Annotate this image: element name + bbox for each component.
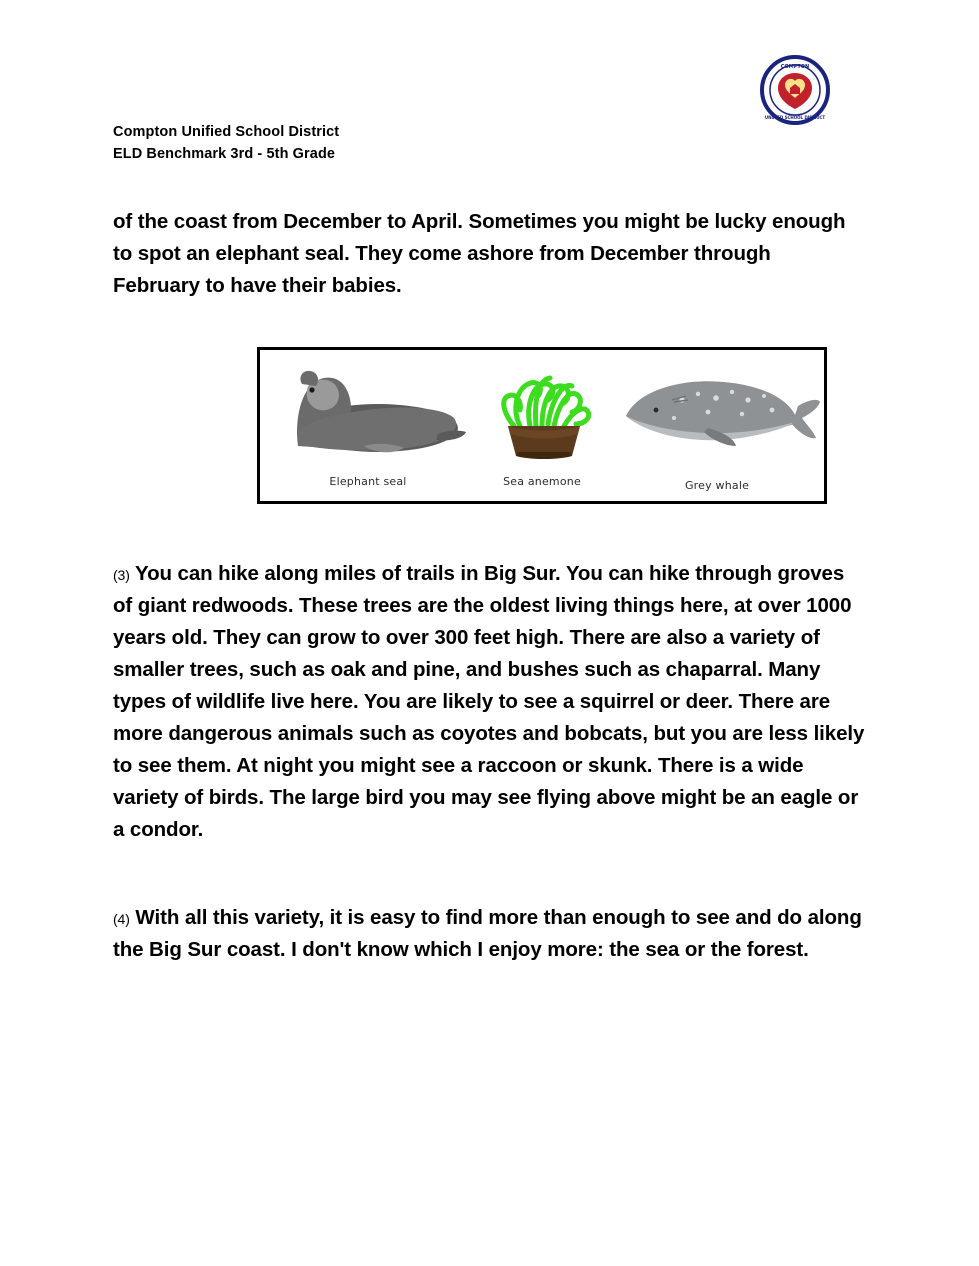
figure-item-sea-anemone <box>472 356 612 488</box>
figure-item-elephant-seal <box>268 356 468 488</box>
header-district-name: Compton Unified School District <box>113 124 340 140</box>
figure-caption-sea-anemone: Sea anemone <box>503 475 581 488</box>
figure-caption-grey-whale: Grey whale <box>684 479 750 492</box>
header-assessment-name: ELD Benchmark 3rd - 5th Grade <box>113 145 336 162</box>
figure-item-grey-whale <box>612 356 822 492</box>
svg-text:UNIFIED SCHOOL DISTRICT: UNIFIED SCHOOL DISTRICT <box>764 115 826 120</box>
sea-anemone-icon <box>472 356 612 468</box>
paragraph-4-text: With all this variety, it is easy to find more than enough to see and do along the Big Sur coast. I don't know which I enjoy more: the sea or the forest. <box>113 906 862 961</box>
paragraph-4 <box>113 902 868 966</box>
paragraph-3-text: You can hike along miles of trails in Big Sur. You can hike through groves of giant redwoods. These trees are the oldest living things here, at over 1000 years old. They can grow to over 300 feet high. There are also a variety of smaller trees, such as oak and pine, and bushes such as chaparral. Many types of wildlife live here. You are likely to see a squirrel or deer. There are more dangerous animals such as coyotes and bobcats, but you are less likely to see them. At night you might see a raccoon or skunk. There is a wide variety of birds. The large bird you may see flying above might be an eagle or a condor. <box>113 562 865 841</box>
paragraph-text: of the coast from December to April. Sometimes you might be lucky enough to spot an elephant seal. They come ashore from December through February to have their babies. <box>113 210 846 297</box>
paragraph-continuation <box>113 206 853 302</box>
elephant-seal-icon <box>268 356 468 468</box>
district-seal-logo <box>760 55 830 125</box>
grey-whale-icon <box>612 356 822 468</box>
document-header <box>113 122 339 166</box>
paragraph-4-number: (4) <box>113 911 130 927</box>
svg-text:COMPTON: COMPTON <box>780 64 810 70</box>
animal-illustration-figure <box>257 347 827 504</box>
paragraph-3 <box>113 558 868 846</box>
figure-caption-elephant-seal: Elephant seal <box>329 475 407 488</box>
paragraph-3-number: (3) <box>113 567 130 583</box>
